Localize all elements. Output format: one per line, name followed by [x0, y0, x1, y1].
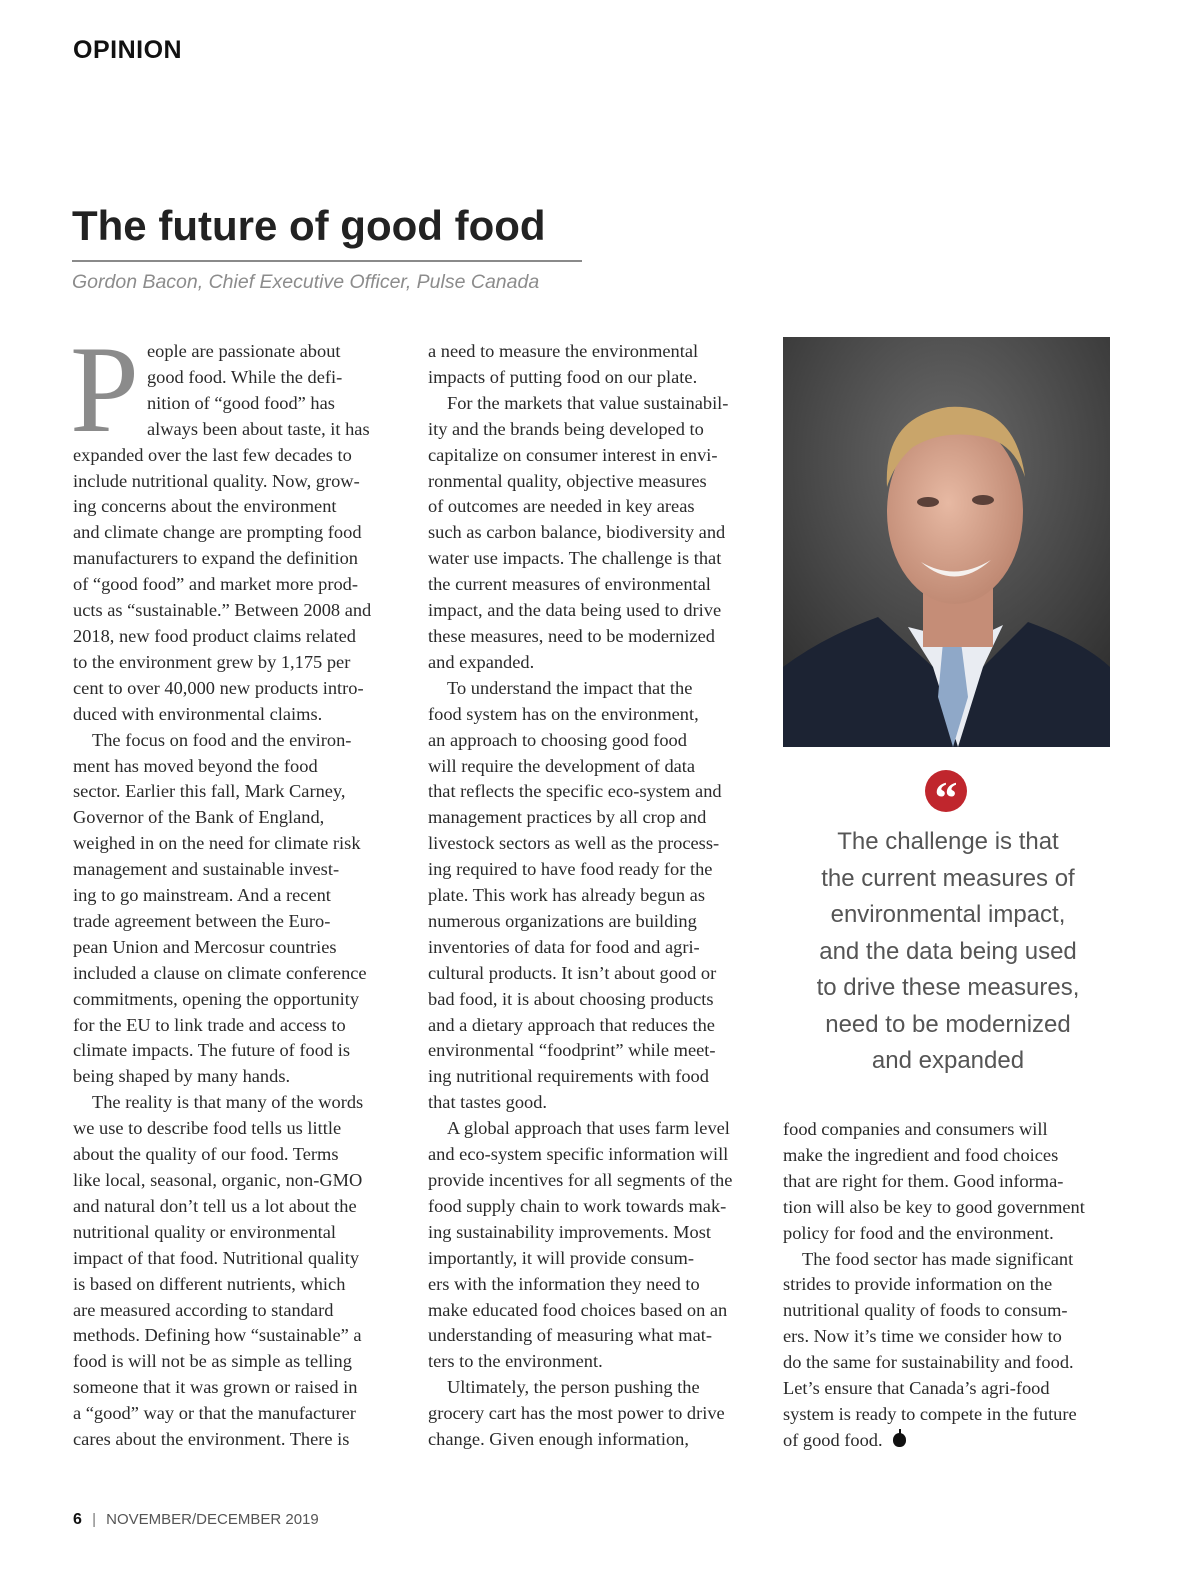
text-line: weighed in on the need for climate risk — [73, 833, 361, 854]
paragraph-2 — [73, 728, 403, 1091]
paragraph-1 — [70, 321, 403, 728]
text-line: provide incentives for all segments of the — [428, 1170, 733, 1190]
text-line: ing required to have food ready for the — [428, 859, 713, 880]
text-line: plate. This work has already begun as — [428, 885, 705, 906]
text-line: of outcomes are needed in key areas — [428, 496, 695, 517]
apple-end-mark-icon — [893, 1433, 906, 1447]
text-line: The food sector has made significant — [802, 1248, 1074, 1269]
text-line: and expanded. — [428, 651, 535, 672]
author-photo — [783, 337, 1110, 747]
text-line: food supply chain to work towards mak- — [428, 1195, 727, 1216]
text-line: being shaped by many hands. — [73, 1066, 291, 1087]
text-line: ucts as “sustainable.” Between 2008 and — [73, 600, 372, 621]
text-line: nutritional quality of foods to consum- — [783, 1300, 1068, 1321]
text-line: will require the development of data — [428, 755, 696, 776]
text-line: policy for food and the environment. — [783, 1222, 1054, 1243]
pull-quote-line: The challenge is that — [837, 828, 1059, 855]
text-line: To understand the impact that the — [447, 677, 693, 698]
paragraph-9 — [783, 1117, 1113, 1247]
text-line: impact, and the data being used to drive — [428, 600, 722, 621]
section-label: OPINION — [73, 36, 183, 64]
text-line: are measured according to standard — [73, 1299, 334, 1320]
column-1 — [70, 321, 403, 1453]
text-line: do the same for sustainability and food. — [783, 1352, 1074, 1373]
pull-quote-line: to drive these measures, — [816, 974, 1080, 1001]
text-line: The focus on food and the environ- — [92, 729, 352, 750]
paragraph-4 — [428, 339, 758, 391]
text-line: to the environment grew by 1,175 per — [73, 651, 351, 672]
text-line-content: of good food. — [783, 1429, 883, 1450]
text-line: cultural products. It isn’t about good or — [428, 962, 717, 983]
text-line: management practices by all crop and — [428, 807, 707, 828]
quote-icon: “ — [925, 770, 967, 812]
text-line: Let’s ensure that Canada’s agri-food — [783, 1378, 1050, 1399]
text-line: ers. Now it’s time we consider how to — [783, 1326, 1062, 1347]
text-line: water use impacts. The challenge is that — [428, 548, 722, 569]
text-line: ity and the brands being developed to — [428, 418, 704, 439]
text-line: impacts of putting food on our plate. — [428, 366, 698, 387]
text-line: system is ready to compete in the future — [783, 1403, 1077, 1424]
text-line: understanding of measuring what mat- — [428, 1325, 712, 1346]
pull-quote — [783, 824, 1113, 1080]
text-line: make the ingredient and food choices — [783, 1144, 1059, 1165]
text-line: sector. Earlier this fall, Mark Carney, — [73, 781, 346, 802]
text-line: methods. Defining how “sustainable” a — [73, 1325, 362, 1346]
portrait-image — [783, 337, 1110, 747]
pull-quote-line: and expanded — [871, 1047, 1025, 1074]
byline: Gordon Bacon, Chief Executive Officer, Pulse Canada — [72, 271, 540, 293]
text-line: ers with the information they need to — [428, 1273, 700, 1294]
text-line: change. Given enough information, — [428, 1429, 689, 1450]
text-line: and eco-system specific information will — [428, 1144, 729, 1165]
text-line: grocery cart has the most power to drive — [428, 1403, 725, 1424]
text-line: and natural don’t tell us a lot about the — [73, 1195, 357, 1216]
paragraph-5 — [428, 391, 758, 676]
text-line: and climate change are prompting food — [73, 522, 362, 543]
text-line: about the quality of our food. Terms — [73, 1144, 339, 1165]
text-line: capitalize on consumer interest in envi- — [428, 444, 718, 465]
text-line: such as carbon balance, biodiversity and — [428, 522, 726, 543]
pull-quote-line: need to be modernized — [825, 1010, 1071, 1038]
text-line: 2018, new food product claims related — [73, 625, 356, 646]
text-line: strides to provide information on the — [783, 1274, 1053, 1295]
text-line: someone that it was grown or raised in — [73, 1377, 358, 1398]
text-line: environmental “foodprint” while meet- — [428, 1040, 716, 1061]
text-line: that tastes good. — [428, 1092, 548, 1113]
text-line: climate impacts. The future of food is — [73, 1040, 350, 1061]
text-line: For the markets that value sustainabil- — [447, 392, 729, 413]
text-line: included a clause on climate conference — [73, 962, 367, 983]
pull-quote-line: environmental impact, — [830, 901, 1066, 928]
text-line: A global approach that uses farm level — [447, 1118, 730, 1139]
text-line: for the EU to link trade and access to — [73, 1014, 346, 1035]
text-line: bad food, it is about choosing products — [428, 988, 714, 1009]
text-line: food companies and consumers will — [783, 1119, 1048, 1139]
text-line: ters to the environment. — [428, 1351, 603, 1372]
text-line: and a dietary approach that reduces the — [428, 1014, 715, 1035]
text-line: of “good food” and market more prod- — [73, 574, 358, 595]
text-line: Ultimately, the person pushing the — [447, 1377, 700, 1398]
text-line: ronmental quality, objective measures — [428, 470, 707, 491]
text-line: manufacturers to expand the definition — [73, 548, 358, 569]
text-line: ment has moved beyond the food — [73, 755, 318, 776]
text-line: tion will also be key to good government — [783, 1196, 1085, 1217]
text-line: trade agreement between the Euro- — [73, 910, 331, 931]
text-line: The reality is that many of the words — [92, 1092, 364, 1113]
text-line: impact of that food. Nutritional quality — [73, 1247, 360, 1268]
text-line: ing sustainability improvements. Most — [428, 1221, 711, 1242]
text-line: cent to over 40,000 new products intro- — [73, 677, 364, 698]
pull-quote-line: the current measures of — [821, 864, 1075, 892]
text-line: the current measures of environmental — [428, 574, 711, 595]
paragraph-8 — [428, 1375, 758, 1453]
headline-rule — [72, 260, 582, 262]
text-line: that are right for them. Good informa- — [783, 1170, 1064, 1191]
paragraph-3 — [73, 1090, 403, 1453]
text-line: livestock sectors as well as the process- — [428, 833, 720, 854]
text-line: pean Union and Mercosur countries — [73, 936, 337, 957]
footer-separator: | — [92, 1511, 96, 1528]
page-footer — [73, 1511, 319, 1529]
text-line: we use to describe food tells us little — [73, 1118, 342, 1139]
page-number: 6 — [73, 1511, 82, 1528]
article-headline: The future of good food — [72, 202, 546, 249]
text-line: eople are passionate about — [146, 341, 341, 361]
drop-cap: P — [70, 321, 139, 458]
paragraph-7 — [428, 1116, 758, 1375]
text-line: expanded over the last few decades to — [73, 444, 352, 465]
text-line: food system has on the environment, — [428, 703, 699, 724]
text-line: good food. While the defi- — [146, 366, 343, 387]
text-line: that reflects the specific eco-system and — [428, 781, 722, 802]
column-2 — [428, 339, 758, 1453]
text-line: ing nutritional requirements with food — [428, 1066, 709, 1087]
text-line: cares about the environment. There is — [73, 1429, 350, 1450]
text-line: importantly, it will provide consum- — [428, 1247, 694, 1268]
text-line: duced with environmental claims. — [73, 703, 323, 724]
text-line: nutritional quality or environmental — [73, 1221, 337, 1242]
text-line: management and sustainable invest- — [73, 859, 340, 880]
text-line: is based on different nutrients, which — [73, 1273, 346, 1294]
paragraph-10 — [783, 1247, 1113, 1454]
text-line: numerous organizations are building — [428, 910, 697, 931]
text-line: nition of “good food” has — [146, 392, 335, 413]
text-line: commitments, opening the opportunity — [73, 988, 360, 1009]
text-line: ing to go mainstream. And a recent — [73, 885, 331, 906]
paragraph-6 — [428, 676, 758, 1116]
issue-date: NOVEMBER/DECEMBER 2019 — [106, 1511, 319, 1528]
text-line: a “good” way or that the manufacturer — [73, 1403, 356, 1424]
column-3 — [783, 1117, 1113, 1454]
pull-quote-line: and the data being used — [819, 937, 1077, 965]
text-line: make educated food choices based on an — [428, 1299, 728, 1320]
text-line: food is will not be as simple as telling — [73, 1351, 352, 1372]
text-line: a need to measure the environmental — [428, 341, 699, 361]
text-line: inventories of data for food and agri- — [428, 936, 700, 957]
text-line: always been about taste, it has — [146, 418, 370, 439]
text-line: like local, seasonal, organic, non-GMO — [73, 1170, 363, 1190]
text-line: ing concerns about the environment — [73, 496, 337, 517]
text-line: an approach to choosing good food — [428, 729, 687, 750]
text-line: these measures, need to be modernized — [428, 625, 715, 646]
text-line: Governor of the Bank of England, — [73, 807, 325, 828]
text-line-last — [783, 1428, 1113, 1454]
text-line: include nutritional quality. Now, grow- — [73, 470, 360, 491]
